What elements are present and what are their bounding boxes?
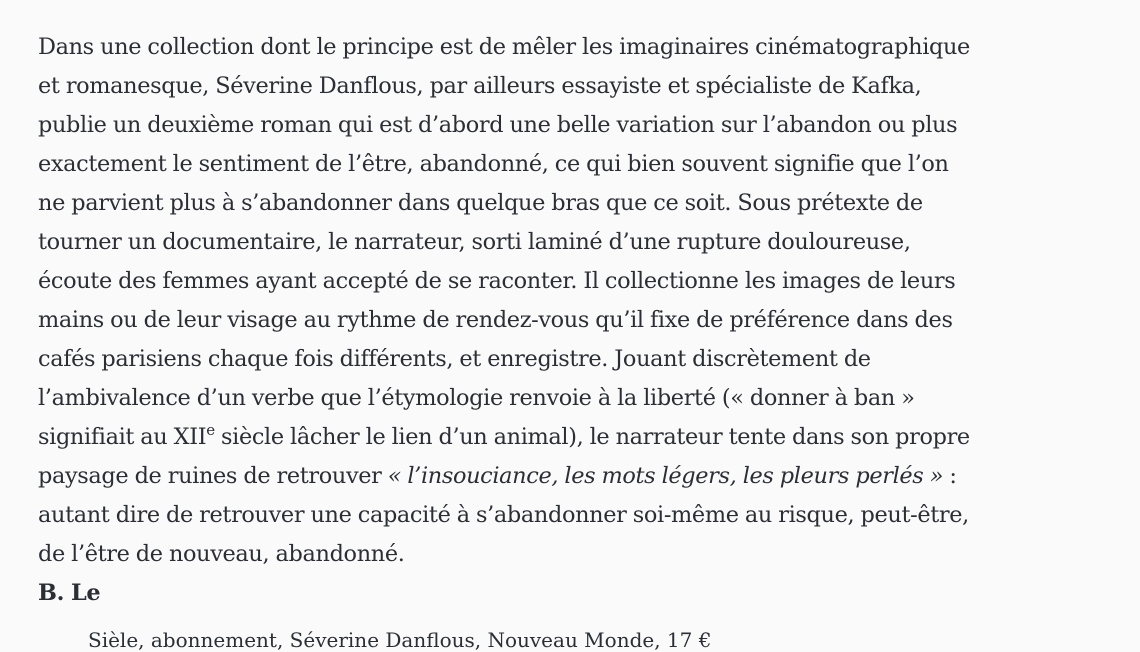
review-text-part-1: Dans une collection dont le principe est de mêler les imaginaires cinématographique et romanesque, Séverine Danflous, par ailleurs essayiste et spécialiste de Kafka, publie un deuxième roman qui est d’abord une belle variation sur l’abandon ou plus exactement le sentiment de l’être, abandonné, ce qui bien souvent signifie que l’on ne parvient plus à s’abandonner dans quelque bras que ce soit. Sous prétexte de tourner un documentaire, le narrateur, sorti laminé d’une rupture douloureuse, écoute des femmes ayant accepté de se raconter. Il collectionne les images de leurs mains ou de leur visage au rythme de rendez-vous qu’il fixe de préférence dans des cafés parisiens chaque fois différents, et enregistre. Jouant discrètement de l’ambivalence d’un verbe que l’étymologie renvoie à la liberté (« donner à ban » signifiait au XII bbox=[38, 34, 970, 450]
article-body bbox=[38, 28, 973, 613]
review-quote: « l’insouciance, les mots légers, les pleurs perlés » bbox=[387, 463, 944, 489]
review-text-part-2: siècle lâcher le lien d’un animal), le narrateur tente dans son propre paysage de ruines de retrouver bbox=[38, 424, 970, 489]
review-paragraph bbox=[38, 28, 973, 574]
review-text-part-3: : autant dire de retrouver une capacité à s’abandonner soi-même au risque, peut-être, de l’être de nouveau, abandonné. bbox=[38, 463, 969, 567]
book-reference: Sièle, abonnement, Séverine Danflous, Nouveau Monde, 17 € bbox=[88, 628, 712, 652]
author-signature: B. Le bbox=[38, 580, 101, 606]
century-superscript: e bbox=[206, 421, 215, 439]
